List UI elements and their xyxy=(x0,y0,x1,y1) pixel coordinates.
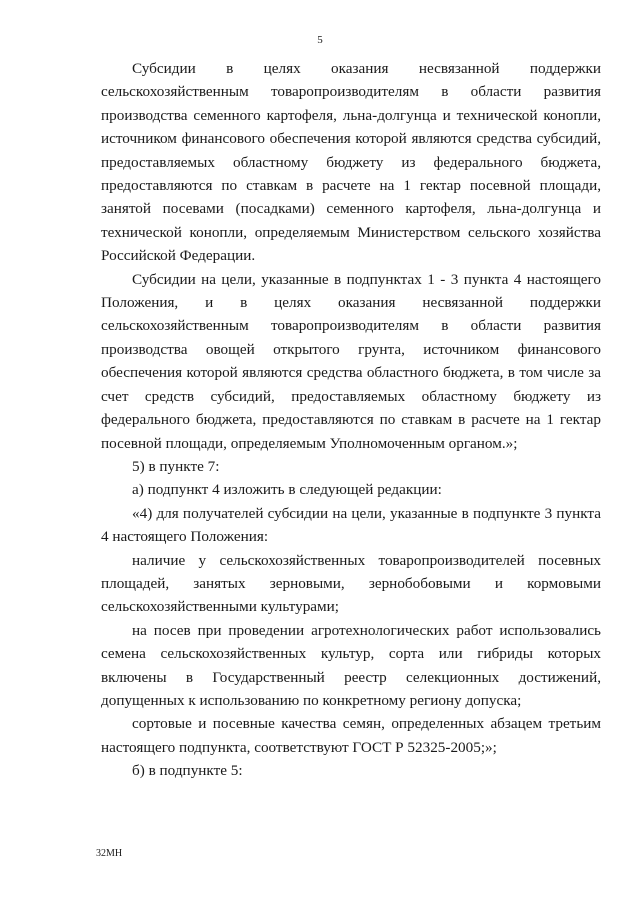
paragraph-subitem-a: а) подпункт 4 изложить в следующей редакции: xyxy=(132,481,442,499)
paragraph-condition-areas: наличие у сельскохозяйственных товаропроизводителей посевных площадей, занятых зерновыми, зернобобовыми и кормовыми сельскохозяйственными культурами; xyxy=(101,551,601,616)
paragraph-subsidies-seed-potato: Субсидии в целях оказания несвязанной поддержки сельскохозяйственным товаропроизводителям в области развития производства семенного картофеля, льна-долгунца и технической конопли, источником финансового обеспечения которой являются средства субсидий, предоставляемых областному бюджету из федерального бюджета, предоставляются по ставкам в расчете на 1 гектар посевной площади, занятой посевами (посадками) семенного картофеля, льна-долгунца и технической конопли, определяемым Министерством сельского хозяйства Российской Федерации. xyxy=(101,60,601,265)
paragraph-condition-gost: сортовые и посевные качества семян, определенных абзацем третьим настоящего подпункта, соответствуют ГОСТ Р 52325-2005;»; xyxy=(101,715,601,756)
document-body xyxy=(101,57,601,783)
page-number: 5 xyxy=(317,34,323,46)
paragraph-subitem-b: б) в подпункте 5: xyxy=(132,762,243,780)
document-code: 32МН xyxy=(96,848,123,859)
paragraph-subitem-4-text: «4) для получателей субсидии на цели, указанные в подпункте 3 пункта 4 настоящего Положения: xyxy=(101,504,601,546)
paragraph-condition-seeds: на посев при проведении агротехнологических работ использовались семена сельскохозяйственных культур, сорта или гибриды которых включены в Государственный реестр селекционных достижений, допущенных к использованию по конкретному региону допуска; xyxy=(101,621,601,709)
paragraph-item-5: 5) в пункте 7: xyxy=(132,457,220,475)
paragraph-subsidies-vegetables: Субсидии на цели, указанные в подпунктах 1 - 3 пункта 4 настоящего Положения, и в целях оказания несвязанной поддержки сельскохозяйственным товаропроизводителям в области развития производства овощей открытого грунта, источником финансового обеспечения которой являются средства областного бюджета, в том числе за счет средств субсидий, предоставляемых областному бюджету из федерального бюджета, предоставляются по ставкам в расчете на 1 гектар посевной площади, определяемым Уполномоченным органом.»; xyxy=(101,270,601,452)
